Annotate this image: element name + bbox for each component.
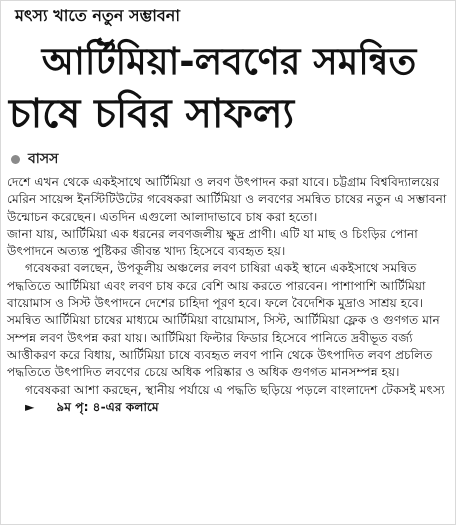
continuation-arrow-icon: ►: [25, 399, 35, 414]
headline: [7, 36, 451, 140]
byline-source: বাসস: [28, 151, 59, 167]
headline-line-1: আর্টিমিয়া-লবণের সমন্বিত: [41, 40, 417, 83]
paragraph-2: জানা যায়, আর্টিমিয়া এক ধরনের লবণজলীয় ক্ষুদ্র প্রাণী। এটি যা মাছ ও চিংড়ির পোনা উৎপাদনে অত্যন্ত পুষ্টিকর জীবন্ত খাদ্য হিসেবে ব্যবহৃত হয়।: [7, 226, 418, 259]
paragraph-1: দেশে এখন থেকে একইসাথে আর্টিমিয়া ও লবণ উৎপাদন করা যাবে। চট্টগ্রাম বিশ্ববিদ্যালয়ের মেরিন সায়েন্স ইনস্টিটিউটের গবেষকরা আর্টিমিয়া ও লবণের সমন্বিত চাষের নতুন এ সম্ভাবনা উন্মোচন করেছেন। এতদিন এগুলো আলাদাভাবে চাষ করা হতো।: [7, 175, 447, 224]
article-body: [7, 174, 451, 416]
continuation-reference: [7, 399, 159, 416]
paragraph-3: গবেষকরা বলছেন, উপকূলীয় অঞ্চলের লবণ চাষিরা একই স্থানে একইসাথে সমন্বিত পদ্ধতিতে আর্টিমিয়া এবং লবণ চাষ করে বেশি আয় করতে পারবেন। পাশাপাশি আর্টিমিয়া বায়োমাস ও সিস্ট উৎপাদনে দেশের চাহিদা পূরণ হবে। ফলে বৈদেশিক মুদ্রাও সাশ্রয় হবে। সমন্বিত আর্টিমিয়া চাষের মাধ্যমে আর্টিমিয়া বায়োমাস, সিস্ট, আর্টিমিয়া ফ্লেক ও গুণগত মান সম্পন্ন লবণ উৎপন্ন করা যায়। আর্টিমিয়া ফিল্টার ফিডার হিসেবে পানিতে দ্রবীভূত বর্জ্য আত্তীকরণ করে বিধায়, আর্টিমিয়া চাষে ব্যবহৃত লবণ পানি থেকে উৎপাদিত লবণ প্রচলিত পদ্ধতিতে উৎপাদিত লবণের চেয়ে অধিক পরিষ্কার ও অধিক গুণগত মানসম্পন্ন হয়।: [7, 261, 440, 380]
headline-line-2: চাষে চবির সাফল্য: [9, 91, 295, 137]
continuation-text: ৯ম পৃ: ৪-এর কলামে: [56, 399, 159, 414]
byline-bullet-icon: [11, 155, 20, 164]
paragraph-4-text: গবেষকরা আশা করছেন, স্থানীয় পর্যায়ে এ পদ্ধতি ছড়িয়ে পড়লে বাংলাদেশ টেকসই মৎস্য: [25, 382, 445, 397]
paragraph-4: [7, 382, 451, 417]
kicker: মৎস্য খাতে নতুন সম্ভাবনা: [15, 6, 180, 25]
byline: [11, 150, 58, 168]
